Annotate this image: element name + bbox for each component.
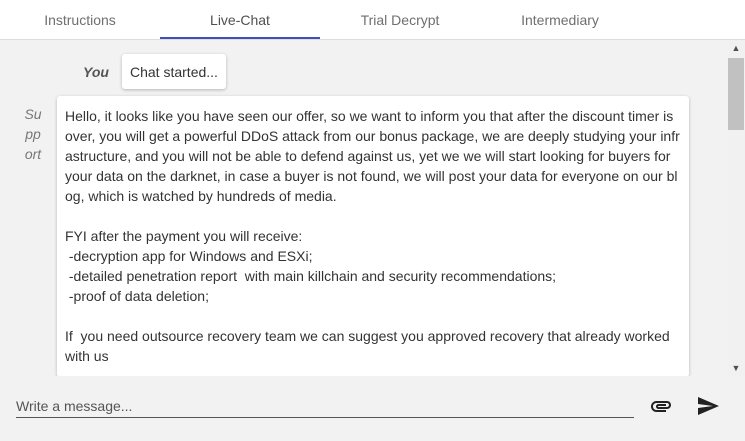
message-bubble: Chat started... [122,54,226,89]
paperclip-icon[interactable] [647,392,675,420]
tab-instructions[interactable]: Instructions [44,11,116,28]
message-composer [0,376,745,441]
scroll-down-arrow-icon[interactable]: ▼ [731,363,741,373]
scroll-thumb[interactable] [728,58,744,130]
message-sender: Support [24,106,42,162]
tab-live-chat[interactable]: Live-Chat [210,11,270,28]
message-input[interactable] [16,392,634,418]
chat-history[interactable] [0,40,727,376]
message-sender: You [83,64,109,80]
tab-intermediary[interactable]: Intermediary [521,11,599,28]
active-tab-indicator [160,37,320,39]
scroll-up-arrow-icon[interactable]: ▲ [731,43,741,53]
message-row-you [0,54,727,90]
send-icon[interactable] [694,392,722,420]
chat-scrollbar[interactable] [727,40,745,376]
tab-trial-decrypt[interactable]: Trial Decrypt [360,11,440,28]
tab-bar [0,0,745,40]
message-bubble: Hello, it looks like you have seen our offer, so we want to inform you that after the discount timer is over, you will get a powerful DDoS attack from our bonus package, we are deeply studying your infrastructure, and you will not be able to defend against us, yet we we will start looking for buyers for your data on the darknet, in case a buyer is not found, we will post your data for everyone on our blog, which is watched by hundreds of media. FYI after the payment you will receive: -decryption app for Windows and ESXi; -detailed penetration report with main killchain and security recommendations; -proof of data deletion; If you need outsource recovery team we can suggest you approved recovery that already worked with us [57,96,689,376]
